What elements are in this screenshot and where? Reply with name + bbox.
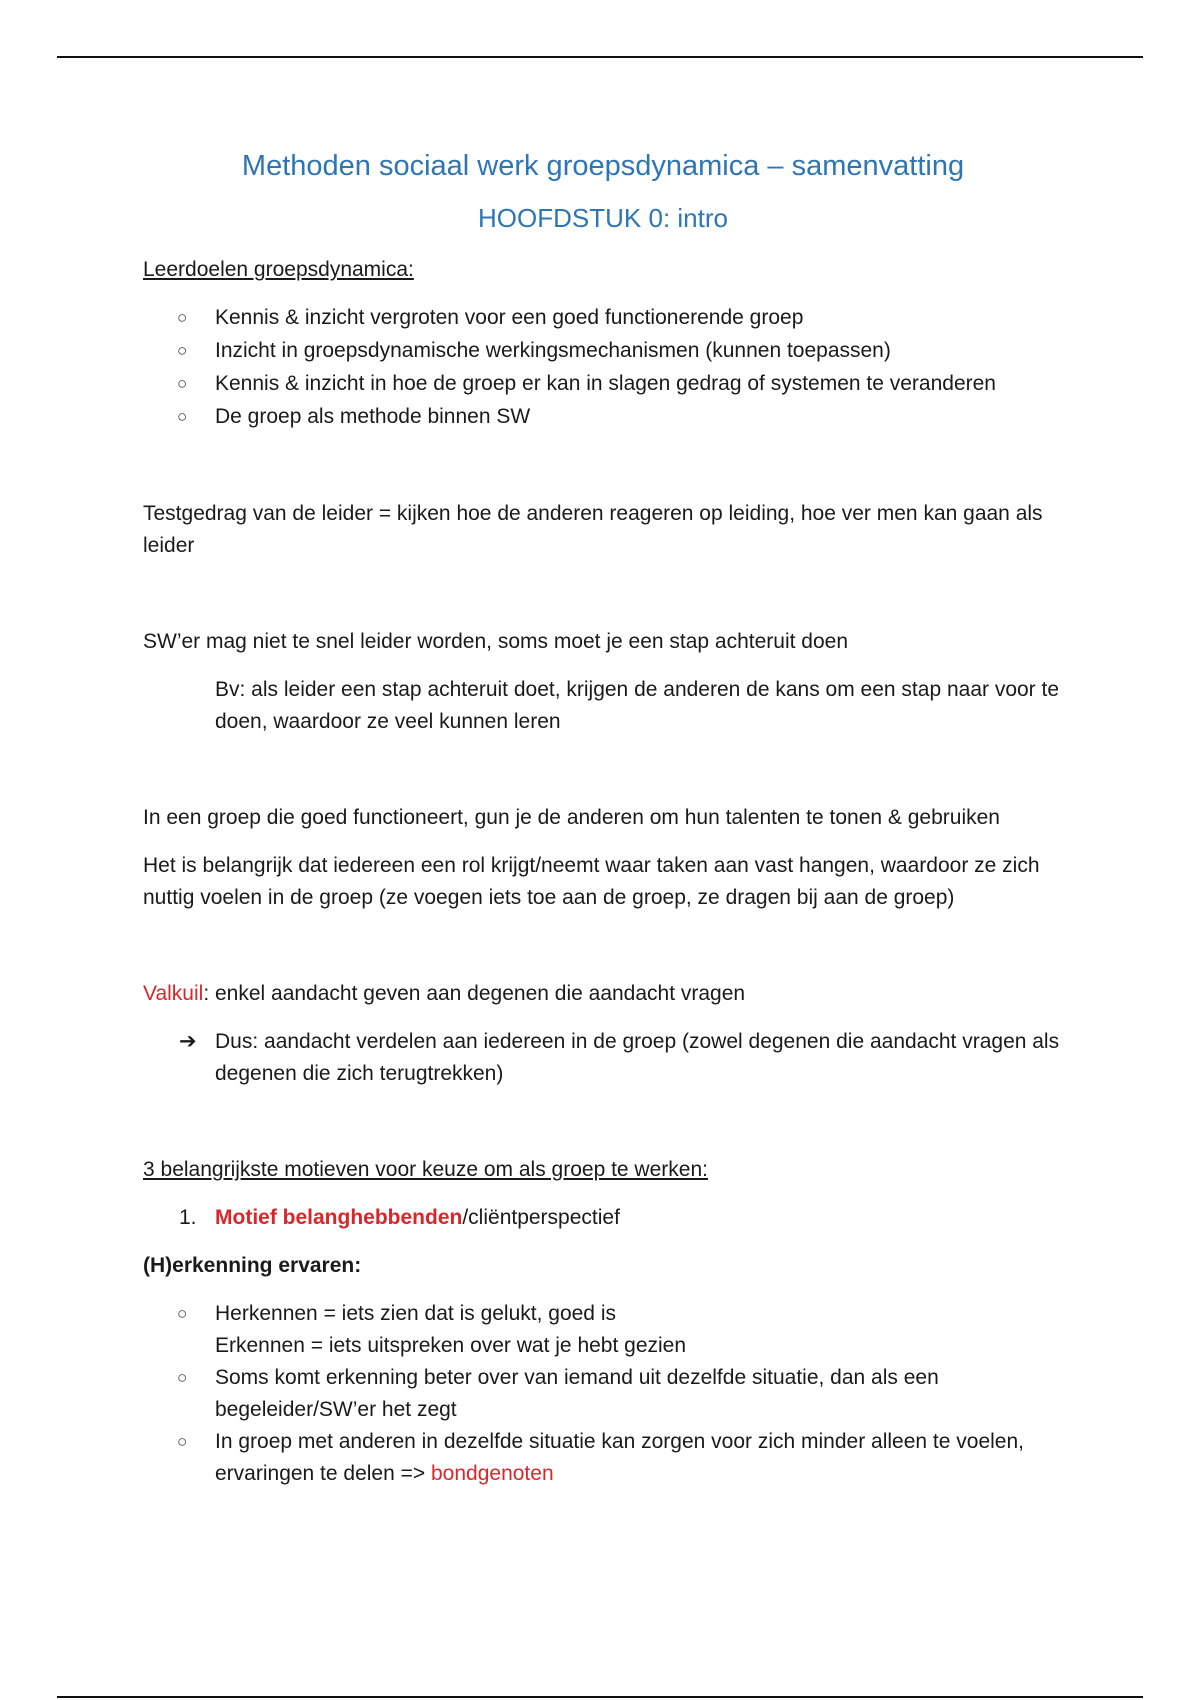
list-item: ○ Inzicht in groepsdynamische werkingsmechanismen (kunnen toepassen): [143, 335, 1063, 368]
list-item: ○ Kennis & inzicht vergroten voor een goed functionerende groep: [143, 302, 1063, 335]
list-item: ○ In groep met anderen in dezelfde situatie kan zorgen voor zich minder alleen te voelen, ervaringen te delen => bondgenoten: [143, 1426, 1063, 1490]
motief-highlight: Motief belanghebbenden: [215, 1206, 463, 1229]
list-item: ○ Kennis & inzicht in hoe de groep er kan in slagen gedrag of systemen te veranderen: [143, 368, 1063, 401]
document-body: [143, 140, 1063, 1490]
erkenning-heading: (H)erkenning ervaren:: [143, 1254, 362, 1277]
circle-bullet-icon: ○: [177, 308, 188, 327]
circle-bullet-icon: ○: [177, 1368, 188, 1387]
example-paragraph: Bv: als leider een stap achteruit doet, krijgen de anderen de kans om een stap naar voor te doen, waardoor ze veel kunnen leren: [215, 678, 1060, 733]
sw-leider-paragraph: SW’er mag niet te snel leider worden, soms moet je een stap achteruit doen: [143, 630, 849, 653]
bondgenoten-highlight: bondgenoten: [431, 1462, 554, 1485]
leerdoelen-list: [143, 302, 1063, 434]
list-item: ○ Herkennen = iets zien dat is gelukt, goed is Erkennen = iets uitspreken over wat je hebt gezien: [143, 1298, 1063, 1362]
footer-rule: [57, 1696, 1143, 1698]
motieven-heading: 3 belangrijkste motieven voor keuze om als groep te werken:: [143, 1158, 708, 1181]
erkenning-list: [143, 1298, 1063, 1490]
circle-bullet-icon: ○: [177, 1304, 188, 1323]
rol-paragraph: Het is belangrijk dat iedereen een rol krijgt/neemt waar taken aan vast hangen, waardoor ze zich nuttig voelen in de groep (ze voegen iets toe aan de groep, ze dragen bij aan de groep): [143, 854, 1040, 909]
leerdoelen-heading: Leerdoelen groepsdynamica:: [143, 258, 414, 281]
circle-bullet-icon: ○: [177, 341, 188, 360]
document-title: Methoden sociaal werk groepsdynamica – samenvatting: [241, 150, 965, 182]
motieven-list: [143, 1202, 1063, 1234]
circle-bullet-icon: ○: [177, 374, 188, 393]
header-rule: [57, 56, 1143, 58]
circle-bullet-icon: ○: [177, 1432, 188, 1451]
list-item: ○ De groep als methode binnen SW: [143, 401, 1063, 434]
arrow-right-icon: ➔: [179, 1030, 197, 1053]
valkuil-conclusion: ➔ Dus: aandacht verdelen aan iedereen in de groep (zowel degenen die aandacht vragen als degenen die zich terugtrekken): [143, 1026, 1063, 1090]
groep-functioneert-paragraph: In een groep die goed functioneert, gun je de anderen om hun talenten te tonen & gebruiken: [143, 806, 1000, 829]
valkuil-paragraph: Valkuil: enkel aandacht geven aan degenen die aandacht vragen: [143, 982, 746, 1005]
valkuil-label: Valkuil: [143, 982, 204, 1005]
chapter-heading: HOOFDSTUK 0: intro: [478, 203, 728, 233]
list-number: 1.: [179, 1206, 197, 1229]
list-item: 1. Motief belanghebbenden/cliëntperspectief: [143, 1202, 1063, 1234]
circle-bullet-icon: ○: [177, 407, 188, 426]
testgedrag-paragraph: Testgedrag van de leider = kijken hoe de anderen reageren op leiding, hoe ver men kan gaan als leider: [143, 502, 1043, 557]
list-item: ○ Soms komt erkenning beter over van iemand uit dezelfde situatie, dan als een begeleider/SW’er het zegt: [143, 1362, 1063, 1426]
